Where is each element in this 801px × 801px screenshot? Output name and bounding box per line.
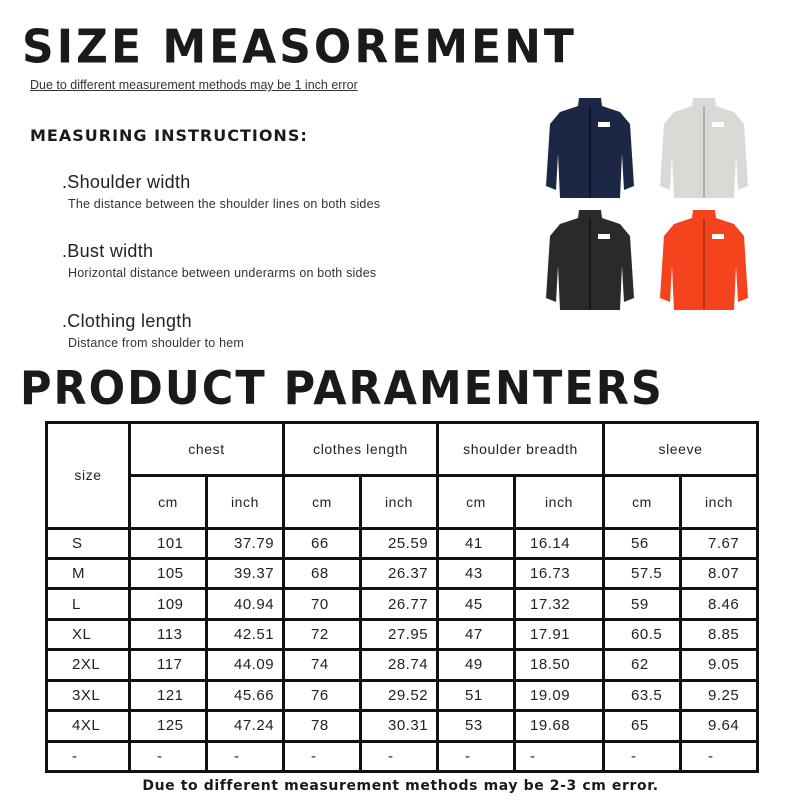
value-cell: 113 bbox=[131, 621, 205, 648]
unit-header: cm bbox=[285, 477, 359, 527]
value-cell: 41 bbox=[439, 530, 513, 557]
group-header-sleeve: sleeve bbox=[605, 424, 756, 474]
error-footnote: Due to different measurement methods may be 2-3 cm error. bbox=[142, 778, 659, 794]
group-header-clothes-length: clothes length bbox=[285, 424, 436, 474]
value-cell: 39.37 bbox=[208, 560, 282, 587]
value-cell: - bbox=[516, 743, 602, 770]
value-cell: 47 bbox=[439, 621, 513, 648]
unit-header: cm bbox=[439, 477, 513, 527]
instruction-length bbox=[62, 311, 244, 350]
value-cell: - bbox=[605, 743, 679, 770]
unit-header: inch bbox=[208, 477, 282, 527]
table-row bbox=[48, 712, 756, 739]
value-cell: 19.68 bbox=[516, 712, 602, 739]
value-cell: - bbox=[208, 743, 282, 770]
value-cell: 51 bbox=[439, 682, 513, 709]
value-cell: 29.52 bbox=[362, 682, 436, 709]
instruction-desc: Horizontal distance between underarms on both sides bbox=[68, 266, 377, 280]
instruction-title: .Bust width bbox=[62, 241, 154, 261]
value-cell: - bbox=[439, 743, 513, 770]
instruction-bust bbox=[62, 241, 376, 280]
size-cell: S bbox=[48, 530, 128, 557]
size-cell: 2XL bbox=[48, 651, 128, 678]
unit-header: cm bbox=[605, 477, 679, 527]
instruction-title: .Clothing length bbox=[62, 311, 192, 331]
value-cell: 7.67 bbox=[682, 530, 756, 557]
unit-header: cm bbox=[131, 477, 205, 527]
value-cell: 44.09 bbox=[208, 651, 282, 678]
value-cell: 25.59 bbox=[362, 530, 436, 557]
value-cell: - bbox=[362, 743, 436, 770]
value-cell: 65 bbox=[605, 712, 679, 739]
value-cell: 27.95 bbox=[362, 621, 436, 648]
value-cell: 45 bbox=[439, 590, 513, 617]
value-cell: 117 bbox=[131, 651, 205, 678]
value-cell: 53 bbox=[439, 712, 513, 739]
value-cell: 63.5 bbox=[605, 682, 679, 709]
value-cell: 109 bbox=[131, 590, 205, 617]
jacket-orange-image bbox=[658, 206, 750, 316]
value-cell: 17.32 bbox=[516, 590, 602, 617]
instruction-shoulder bbox=[62, 172, 380, 211]
value-cell: 8.85 bbox=[682, 621, 756, 648]
unit-row bbox=[48, 477, 756, 527]
table-row bbox=[48, 621, 756, 648]
unit-header: inch bbox=[516, 477, 602, 527]
value-cell: 59 bbox=[605, 590, 679, 617]
jacket-navy-image bbox=[544, 94, 636, 204]
value-cell: 60.5 bbox=[605, 621, 679, 648]
value-cell: 17.91 bbox=[516, 621, 602, 648]
value-cell: 47.24 bbox=[208, 712, 282, 739]
value-cell: 125 bbox=[131, 712, 205, 739]
value-cell: 62 bbox=[605, 651, 679, 678]
value-cell: 121 bbox=[131, 682, 205, 709]
instruction-desc: Distance from shoulder to hem bbox=[68, 336, 245, 350]
size-table bbox=[45, 421, 756, 773]
jacket-images bbox=[540, 94, 772, 316]
table-row bbox=[48, 682, 756, 709]
table-row bbox=[48, 560, 756, 587]
value-cell: 70 bbox=[285, 590, 359, 617]
size-cell: 3XL bbox=[48, 682, 128, 709]
table-row bbox=[48, 530, 756, 557]
value-cell: 19.09 bbox=[516, 682, 602, 709]
instruction-title: .Shoulder width bbox=[62, 172, 191, 192]
value-cell: 74 bbox=[285, 651, 359, 678]
value-cell: 101 bbox=[131, 530, 205, 557]
unit-header: inch bbox=[682, 477, 756, 527]
size-cell: 4XL bbox=[48, 712, 128, 739]
value-cell: 26.77 bbox=[362, 590, 436, 617]
value-cell: 45.66 bbox=[208, 682, 282, 709]
value-cell: 105 bbox=[131, 560, 205, 587]
size-cell: M bbox=[48, 560, 128, 587]
value-cell: 9.25 bbox=[682, 682, 756, 709]
size-cell: L bbox=[48, 590, 128, 617]
value-cell: 9.64 bbox=[682, 712, 756, 739]
value-cell: 40.94 bbox=[208, 590, 282, 617]
jacket-gray-image bbox=[658, 94, 750, 204]
value-cell: 76 bbox=[285, 682, 359, 709]
value-cell: - bbox=[682, 743, 756, 770]
value-cell: 26.37 bbox=[362, 560, 436, 587]
table-row bbox=[48, 590, 756, 617]
value-cell: - bbox=[131, 743, 205, 770]
table-row bbox=[48, 743, 756, 770]
product-parameters-title: PRODUCT PARAMENTERS bbox=[20, 361, 664, 416]
unit-header: inch bbox=[362, 477, 436, 527]
table-row bbox=[48, 651, 756, 678]
value-cell: 43 bbox=[439, 560, 513, 587]
group-header-chest: chest bbox=[131, 424, 282, 474]
size-cell: - bbox=[48, 743, 128, 770]
value-cell: 56 bbox=[605, 530, 679, 557]
value-cell: 16.73 bbox=[516, 560, 602, 587]
value-cell: 37.79 bbox=[208, 530, 282, 557]
value-cell: 30.31 bbox=[362, 712, 436, 739]
group-header-shoulder-breadth: shoulder breadth bbox=[439, 424, 602, 474]
value-cell: 8.46 bbox=[682, 590, 756, 617]
value-cell: 16.14 bbox=[516, 530, 602, 557]
value-cell: 78 bbox=[285, 712, 359, 739]
value-cell: 18.50 bbox=[516, 651, 602, 678]
value-cell: 72 bbox=[285, 621, 359, 648]
value-cell: 42.51 bbox=[208, 621, 282, 648]
size-cell: XL bbox=[48, 621, 128, 648]
value-cell: 66 bbox=[285, 530, 359, 557]
instructions-heading: MEASURING INSTRUCTIONS: bbox=[30, 126, 308, 145]
page-title: SIZE MEASOREMENT bbox=[22, 20, 577, 75]
value-cell: 9.05 bbox=[682, 651, 756, 678]
value-cell: - bbox=[285, 743, 359, 770]
value-cell: 57.5 bbox=[605, 560, 679, 587]
value-cell: 68 bbox=[285, 560, 359, 587]
size-header: size bbox=[48, 424, 128, 527]
jacket-black-image bbox=[544, 206, 636, 316]
value-cell: 49 bbox=[439, 651, 513, 678]
measurement-note: Due to different measurement methods may be 1 inch error bbox=[30, 78, 358, 92]
instruction-desc: The distance between the shoulder lines on both sides bbox=[68, 197, 381, 211]
value-cell: 28.74 bbox=[362, 651, 436, 678]
value-cell: 8.07 bbox=[682, 560, 756, 587]
